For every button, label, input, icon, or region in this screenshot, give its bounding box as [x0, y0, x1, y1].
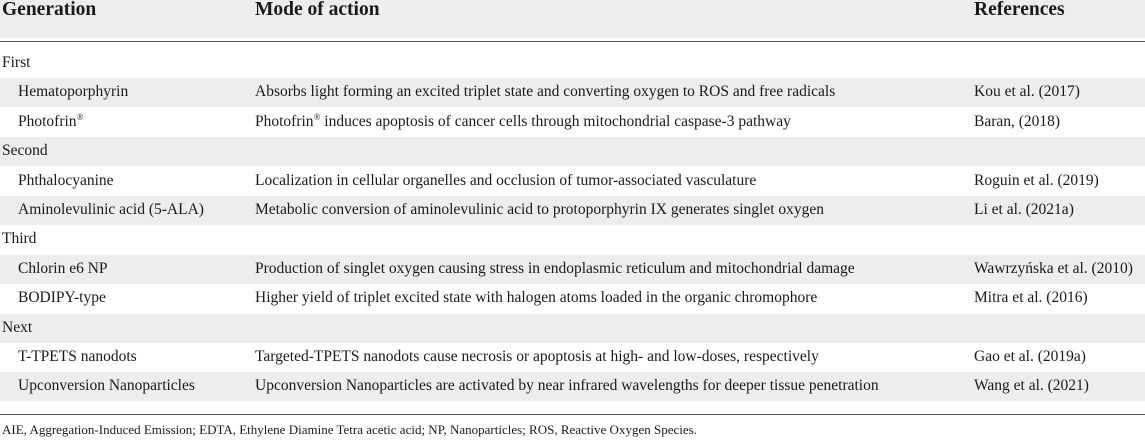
mode-of-action: Upconversion Nanoparticles are activated by near infrared wavelengths for deeper tissue penetration [255, 377, 879, 395]
header-generation: Generation [2, 0, 97, 20]
agent-name: Upconversion Nanoparticles [18, 377, 195, 395]
table-footnote: AIE, Aggregation-Induced Emission; EDTA, Ethylene Diamine Tetra acetic acid; NP, Nanoparticles; ROS, Reactive Oxygen Species. [2, 422, 697, 437]
group-row [0, 49, 1145, 78]
group-row [0, 225, 1145, 254]
table-row [0, 167, 1145, 196]
table-row [0, 196, 1145, 225]
table-row [0, 343, 1145, 372]
mode-of-action: Higher yield of triplet excited state with halogen atoms loaded in the organic chromophore [255, 289, 818, 307]
reference-citation: Gao et al. (2019a) [974, 348, 1086, 365]
registered-mark: ® [313, 111, 321, 122]
mode-of-action: Localization in cellular organelles and occlusion of tumor-associated vasculature [255, 171, 757, 189]
mode-of-action: Photofrin® induces apoptosis of cancer cells through mitochondrial caspase-3 pathway [255, 111, 791, 130]
generation-group-label: First [2, 54, 31, 71]
reference-citation: Baran, (2018) [974, 112, 1061, 130]
table-row [0, 78, 1145, 107]
mode-of-action: Production of singlet oxygen causing stress in endoplasmic reticulum and mitochondrial damage [255, 259, 855, 277]
table-row [0, 372, 1145, 401]
generation-group-label: Third [2, 230, 37, 248]
agent-name: BODIPY-type [18, 289, 106, 307]
generation-group-label: Next [2, 318, 33, 336]
reference-citation: Roguin et al. (2019) [974, 171, 1099, 189]
table-row [0, 108, 1145, 137]
reference-citation: Wawrzyńska et al. (2010) [974, 259, 1133, 277]
mode-of-action: Absorbs light forming an excited triplet state and converting oxygen to ROS and free radicals [255, 83, 836, 101]
agent-name: T-TPETS nanodots [18, 348, 137, 365]
group-row [0, 314, 1145, 343]
reference-citation: Kou et al. (2017) [974, 83, 1080, 101]
mode-of-action: Targeted-TPETS nanodots cause necrosis or apoptosis at high- and low-doses, respectively [255, 348, 819, 365]
generation-group-label: Second [2, 142, 48, 160]
mode-of-action: Metabolic conversion of aminolevulinic acid to protoporphyrin IX generates singlet oxygen [255, 201, 825, 218]
agent-name: Chlorin e6 NP [18, 259, 108, 277]
table-row [0, 284, 1145, 313]
agent-name: Phthalocyanine [18, 171, 114, 189]
reference-citation: Wang et al. (2021) [974, 377, 1089, 395]
table-row [0, 255, 1145, 284]
header-rule [0, 41, 1145, 42]
agent-name: Aminolevulinic acid (5-ALA) [18, 201, 204, 218]
header-mode-of-action: Mode of action [255, 0, 380, 20]
reference-citation: Li et al. (2021a) [974, 201, 1074, 218]
footer-rule [0, 414, 1145, 415]
group-row [0, 137, 1145, 166]
agent-name: Photofrin® [18, 111, 84, 130]
header-references: References [974, 0, 1065, 20]
agent-name: Hematoporphyrin [18, 83, 129, 101]
reference-citation: Mitra et al. (2016) [974, 289, 1088, 307]
registered-mark: ® [76, 111, 84, 122]
